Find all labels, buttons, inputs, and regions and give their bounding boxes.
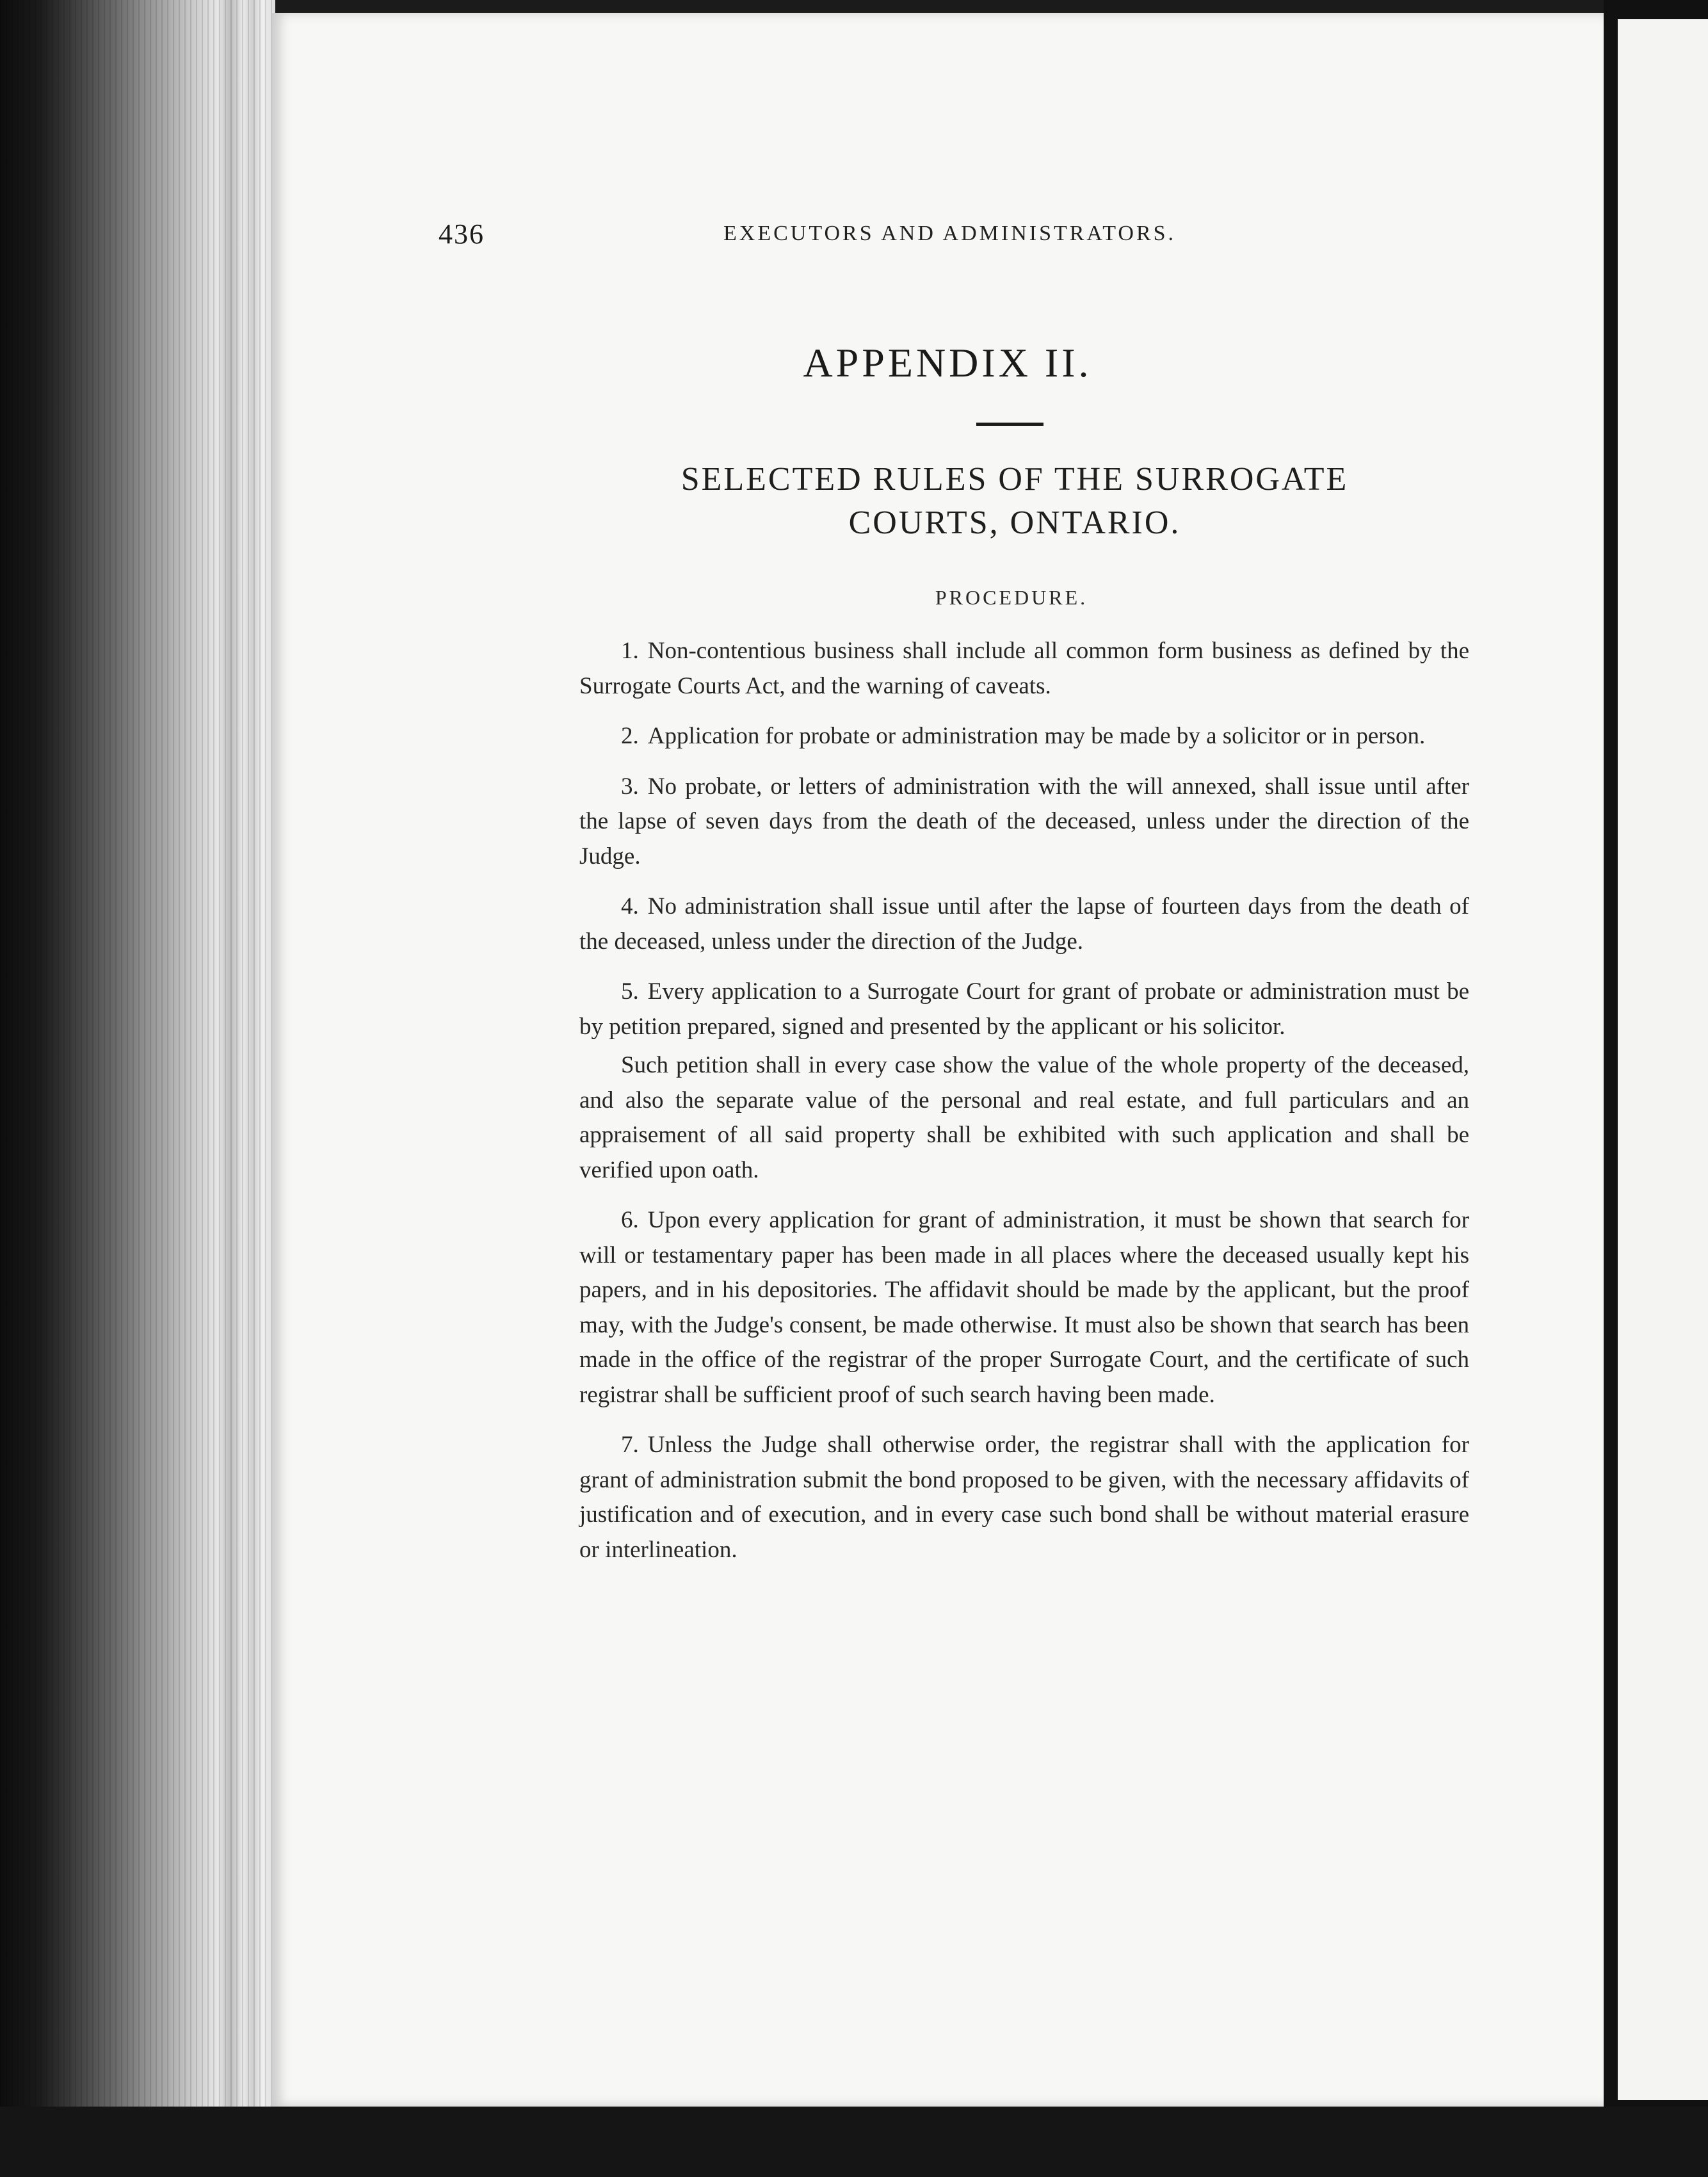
facing-page-edge: [1604, 0, 1708, 2177]
subsection-title: PROCEDURE.: [935, 586, 1088, 609]
rules-list: [579, 634, 1469, 1583]
rule-number: 1.: [621, 638, 639, 664]
rule-paragraph: [579, 1428, 1469, 1567]
rule-continuation-paragraph: [579, 1048, 1469, 1188]
appendix-title: APPENDIX II.: [803, 340, 1092, 385]
rule-text: No administration shall issue until after the lapse of fourteen days from the death of the deceased, unless under the direction of the Judge.: [579, 893, 1469, 955]
rule-text: Non-contentious business shall include all common form business as defined by the Surrogate Courts Act, and the warning of caveats.: [579, 638, 1469, 699]
rule-number: 2.: [621, 723, 639, 749]
facing-page-sheet: [1618, 19, 1708, 2100]
rule-paragraph: [579, 1203, 1469, 1412]
rule-paragraph: [579, 889, 1469, 959]
rule-paragraph: [579, 634, 1469, 704]
rule-paragraph: [579, 770, 1469, 875]
title-divider: [976, 423, 1043, 426]
scan-bottom-margin: [0, 2107, 1708, 2177]
running-head: [439, 218, 1232, 256]
rule-text: Unless the Judge shall otherwise order, the registrar shall with the application for grant of administration submit the bond proposed to be given, with the necessary affidavits of justification and of execution, and in every case such bond shall be without material erasure or interlineation.: [579, 1432, 1469, 1563]
rule-number: 6.: [621, 1207, 639, 1233]
rule-number: 7.: [621, 1432, 639, 1458]
running-title: EXECUTORS AND ADMINISTRATORS.: [723, 222, 1176, 245]
rule-text: Application for probate or administration may be made by a solicitor or in person.: [647, 723, 1426, 749]
rule-paragraph: [579, 719, 1469, 754]
section-title-line-1: SELECTED RULES OF THE SURROGATE: [681, 461, 1349, 498]
rule-text: Such petition shall in every case show the value of the whole property of the deceased, and also the separate value of the personal and real estate, and full particulars and an appraisement of all said property shall be exhibited with such application and shall be verified upon oath.: [579, 1052, 1469, 1183]
rule-number: 5.: [621, 978, 639, 1005]
page-number: 436: [439, 218, 485, 250]
rule-text: Every application to a Surrogate Court for grant of probate or administration must be by petition prepared, signed and presented by the applicant or his solicitor.: [579, 978, 1469, 1040]
section-title-line-2: COURTS, ONTARIO.: [848, 505, 1181, 541]
rule-number: 3.: [621, 773, 639, 800]
rule-text: No probate, or letters of administration with the will annexed, shall issue until after the lapse of seven days from the death of the deceased, unless under the direction of the Judge.: [579, 773, 1469, 870]
rule-number: 4.: [621, 893, 639, 919]
rule-text: Upon every application for grant of administration, it must be shown that search for will or testamentary paper has been made in all places where the deceased usually kept his papers, and in his depositories. The affidavit should be made by the applicant, but the proof may, with the Judge's consent, be made otherwise. It must also be shown that search has been made in the office of the registrar of the proper Surrogate Court, and the certificate of such registrar shall be sufficient proof of such search having been made.: [579, 1207, 1469, 1408]
section-title: [631, 458, 1399, 545]
book-page-edges: [0, 0, 275, 2177]
rule-paragraph: [579, 975, 1469, 1044]
